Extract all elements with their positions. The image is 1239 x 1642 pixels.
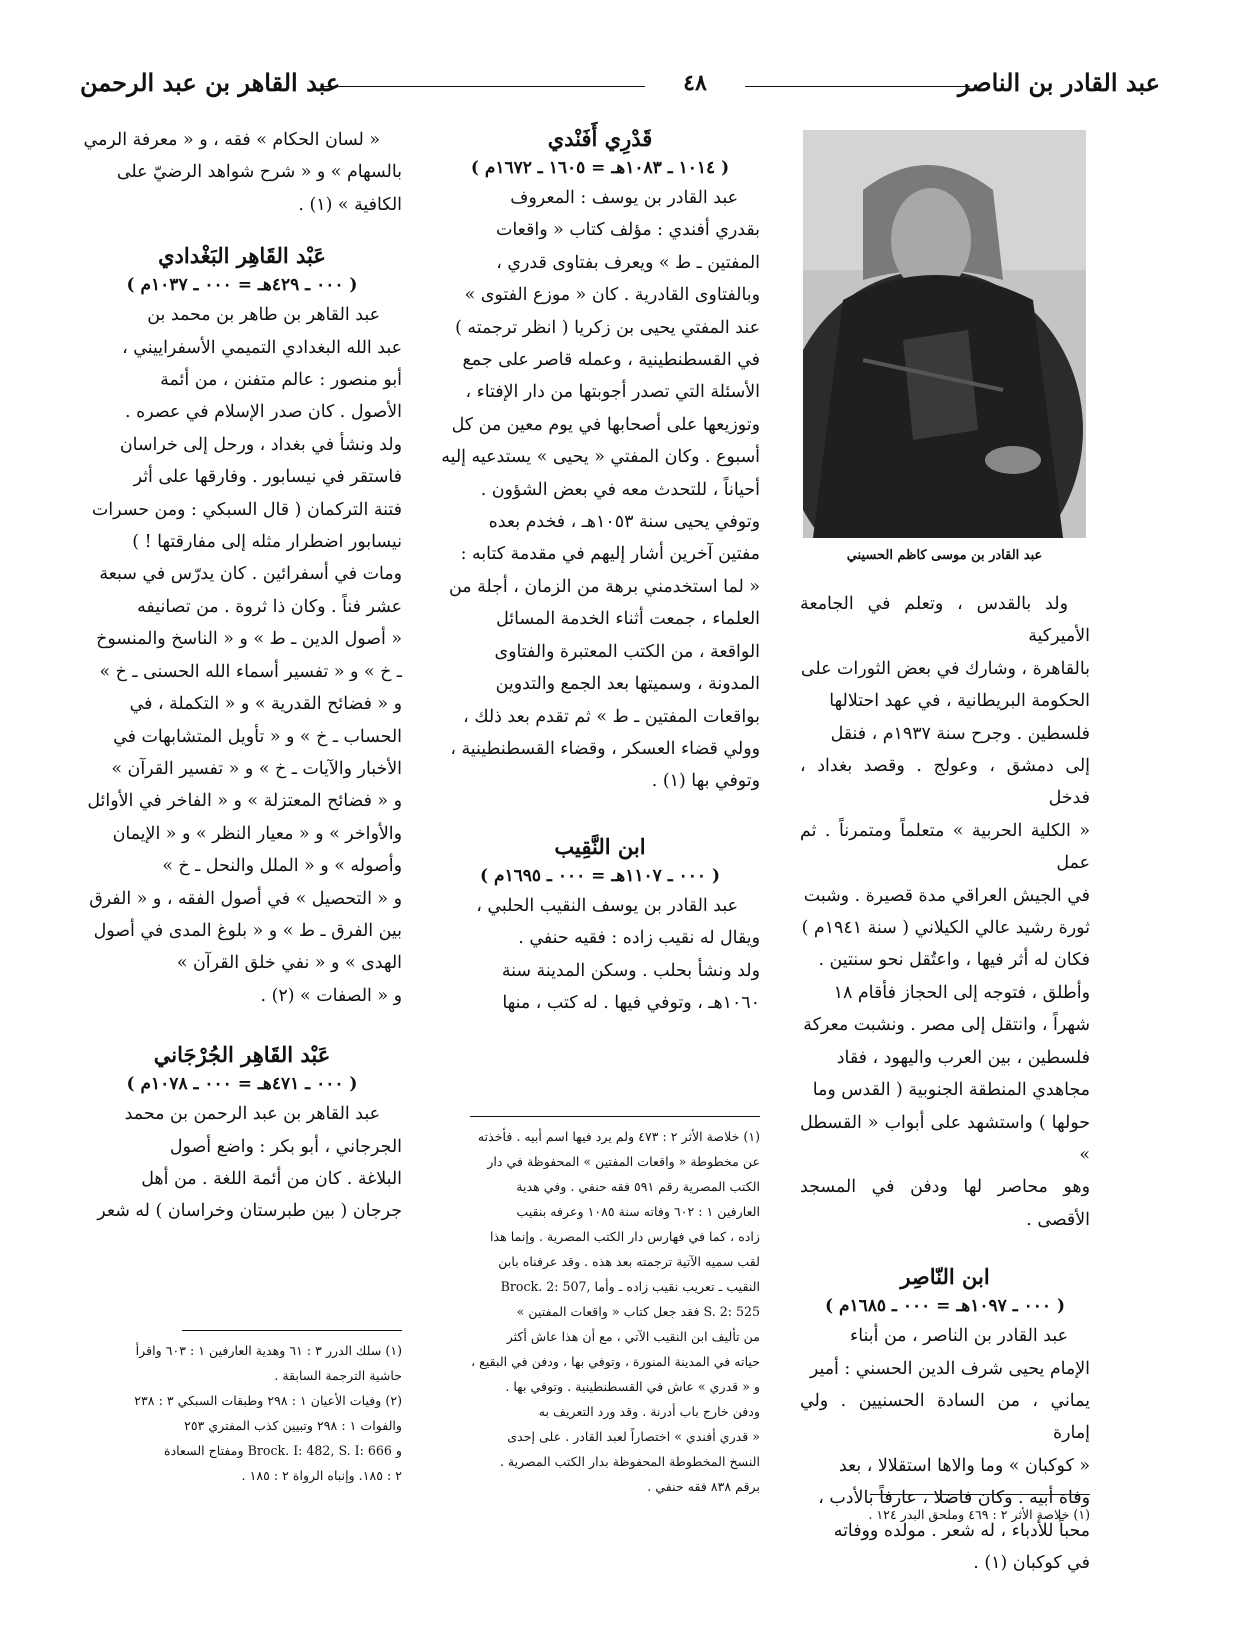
- text-line: وهو محاصر لها ودفن في المسجد الأقصى .: [800, 1177, 1090, 1230]
- entry-body-ibn-alnaqib: [440, 890, 760, 1020]
- text-line: (٢) وفيات الأعيان ١ : ٢٩٨ وطبقات السبكي ٣ : ٢٣٨: [134, 1393, 402, 1408]
- text-line: عبد القاهر بن طاهر بن محمد بن: [147, 305, 380, 326]
- middle-column: [440, 124, 760, 1019]
- text-line: الجرجاني ، أبو بكر : واضع أصول: [169, 1136, 402, 1157]
- footnote-rule-middle: [470, 1116, 760, 1117]
- text-line: زاده ، كما في فهارس دار الكتب المصرية . وإنما هذا: [490, 1229, 760, 1244]
- text-line: و Brock. I: 482, S. I: 666 ومفتاح السعادة: [163, 1443, 402, 1458]
- text-line: فلسطين ، بين العرب واليهود ، فقاد: [836, 1047, 1090, 1068]
- text-line: في الجيش العراقي مدة قصيرة . وشبت: [803, 885, 1090, 906]
- text-line: ولد ونشأ بحلب . وسكن المدينة سنة: [501, 960, 760, 981]
- text-line: الحساب ـ خ » و « تأويل المتشابهات في: [113, 726, 402, 747]
- text-line: « كوكبان » وما والاها استقلالا ، بعد: [838, 1455, 1090, 1476]
- text-line: « أصول الدين ـ ط » و « الناسخ والمنسوخ: [96, 629, 402, 650]
- continued-text: [82, 124, 402, 221]
- text-line: يماني ، من السادة الحسنيين . ولي إمارة: [800, 1390, 1090, 1444]
- text-line: ودفن خارج باب أدرنة . وقد ورد التعريف به: [538, 1404, 760, 1419]
- footnotes-left: [82, 1338, 402, 1488]
- text-line: (١) خلاصة الأثر ٢ : ٤٧٣ ولم يرد فيها اسم أبيه . فأخذته: [477, 1129, 760, 1144]
- text-line: إلى دمشق ، وعولج . وقصد بغداد ، فدخل: [800, 756, 1090, 809]
- text-line: في كوكبان (١) .: [973, 1552, 1090, 1573]
- entry-title-baghdadi: عَبْد القَاهِر البَغْدادي: [158, 243, 326, 269]
- text-line: الإمام يحيى شرف الدين الحسني : أمير: [809, 1358, 1090, 1379]
- text-line: من تأليف ابن النقيب الآتي ، مع أن هذا عاش أكثر: [506, 1329, 760, 1344]
- entry-dates-qadri-afandi: ( ١٠١٤ ـ ١٠٨٣هـ = ١٦٠٥ ـ ١٦٧٢م ): [470, 158, 730, 178]
- text-line: الأصول . كان صدر الإسلام في عصره .: [125, 402, 402, 423]
- text-line: « قدري أفندي » اختصاراً لعبد القادر . على إحدى: [507, 1429, 760, 1444]
- text-line: أحياناً ، للتحدث معه في بعض الشؤون .: [480, 479, 760, 500]
- text-line: بالسهام » و « شرح شواهد الرضيّ على: [116, 162, 402, 183]
- text-line: الكافية » (١) .: [298, 194, 402, 215]
- text-line: و « قدري » عاش في القسطنطينية . وتوفي بها .: [505, 1379, 760, 1394]
- footnotes-middle: [440, 1124, 760, 1499]
- portrait-image: [803, 130, 1086, 538]
- entry-title-ibn-alnasir: ابن النّاصِر: [900, 1264, 990, 1290]
- text-line: محباً للأدباء ، له شعر . مولده ووفاته: [833, 1520, 1090, 1541]
- text-line: والأواخر » و « معيار النظر » و « الإيمان: [112, 823, 402, 844]
- text-line: فلسطين . وجرح سنة ١٩٣٧م ، فنقل: [830, 723, 1090, 744]
- text-line: حاشية الترجمة السابقة .: [274, 1368, 402, 1383]
- text-line: ويقال له نقيب زاده : فقيه حنفي .: [518, 928, 760, 949]
- text-line: والفوات ١ : ٢٩٨ وتبيين كذب المفتري ٢٥٣: [184, 1418, 402, 1433]
- text-line: عند المفتي يحيى بن زكريا ( انظر ترجمته ): [455, 317, 760, 338]
- text-line: و « فضائح القدرية » و « التكملة ، في: [129, 694, 402, 715]
- text-line: فتنة التركمان ( قال السبكي : ومن حسرات: [91, 499, 402, 520]
- entry-body-ibn-alnasir: [800, 1320, 1090, 1579]
- left-column: [82, 124, 402, 1228]
- text-line: العلماء ، جمعت أثناء الخدمة المسائل: [496, 609, 760, 630]
- text-line: عن مخطوطة « واقعات المفتين » المحفوظة في دار: [487, 1154, 760, 1169]
- text-line: وبالفتاوى القادرية . كان « موزع الفتوى »: [464, 285, 760, 306]
- text-line: عبد القادر بن يوسف : المعروف: [510, 188, 738, 208]
- entry-dates-baghdadi: ( ٠٠٠ ـ ٤٢٩هـ = ٠٠٠ ـ ١٠٣٧م ): [126, 275, 358, 296]
- text-line: بقدري أفندي : مؤلف كتاب « واقعات: [496, 220, 760, 241]
- text-line: الواقعة ، من الكتب المعتبرة والفتاوى: [494, 641, 760, 662]
- page-number: ٤٨: [645, 70, 745, 96]
- text-line: و « الصفات » (٢) .: [260, 985, 402, 1006]
- footnote-rule-right: [870, 1494, 1090, 1495]
- text-line: عبد القاهر بن عبد الرحمن بن محمد: [124, 1104, 380, 1125]
- text-line: البلاغة . كان من أئمة اللغة . من أهل: [141, 1168, 402, 1189]
- text-line: جرجان ( بين طبرستان وخراسان ) له شعر: [97, 1201, 402, 1222]
- text-line: ٢ : ١٨٥. وإنباه الرواة ٢ : ١٨٥ .: [241, 1468, 402, 1483]
- text-line: النقيب ـ تعريب نقيب زاده ـ وأما ,Brock. 2: 507: [500, 1279, 760, 1294]
- text-line: ولد بالقدس ، وتعلم في الجامعة الأميركية: [800, 594, 1090, 647]
- entry-dates-jurjani: ( ٠٠٠ ـ ٤٧١هـ = ٠٠٠ ـ ١٠٧٨م ): [126, 1074, 358, 1095]
- text-line: مجاهدي المنطقة الجنوبية ( القدس وما: [812, 1080, 1090, 1101]
- text-line: (١) سلك الدرر ٣ : ٦١ وهدية العارفين ١ : ٦٠٣ واقرأ: [135, 1343, 402, 1358]
- text-line: فاستقر في نيسابور . وفارقها على أثر: [133, 467, 402, 488]
- text-line: وأطلق ، فتوجه إلى الحجاز فأقام ١٨: [833, 982, 1090, 1003]
- text-line: لقب سميه الآتية ترجمته بعد هذه . وقد عرفناه بابن: [498, 1254, 760, 1269]
- text-line: ومات في أسفرائين . كان يدرّس في سبعة: [99, 564, 402, 585]
- photo-caption: عبد القادر بن موسى كاظم الحسيني: [846, 548, 1043, 563]
- text-line: « لما استخدمني برهة من الزمان ، أجلة من: [448, 576, 760, 597]
- entry-title-qadri-afandi: قَدْرِي أَفَنْدي: [547, 126, 653, 151]
- text-line: بين الفرق ـ ط » و « بلوغ المدى في أصول: [93, 920, 402, 941]
- entry-title-ibn-alnaqib: ابن النَّقِيب: [554, 833, 646, 859]
- portrait-photo: [803, 130, 1086, 538]
- text-line: أسبوع . وكان المفتي « يحيى » يستدعيه إليه: [441, 447, 760, 468]
- text-line: الهدى » و « نفي خلق القرآن »: [176, 953, 402, 974]
- text-line: نيسابور اضطرار مثله إلى مفارقتها ! ): [132, 532, 402, 553]
- entry-body-qadri-afandi: [440, 182, 760, 798]
- text-line: النسخ المخطوطة المحفوظة بدار الكتب المصرية .: [499, 1454, 760, 1469]
- running-header: [80, 66, 1160, 106]
- text-line: ثورة رشيد عالي الكيلاني ( سنة ١٩٤١م ): [801, 918, 1090, 939]
- text-line: عبد الله البغدادي التميمي الأسفراييني ،: [122, 337, 402, 358]
- text-line: ولد ونشأ في بغداد ، ورحل إلى خراسان: [119, 434, 402, 455]
- bio-text: [800, 588, 1090, 1236]
- text-line: وتوفي بها (١) .: [651, 771, 760, 792]
- text-line: ـ خ » و « تفسير أسماء الله الحسنى ـ خ »: [99, 661, 402, 682]
- entry-body-jurjani: [82, 1098, 402, 1228]
- text-line: العارفين ١ : ٦٠٢ وفاته سنة ١٠٨٥ وعرفه بنقيب: [516, 1204, 760, 1219]
- text-line: « لسان الحكام » فقه ، و « معرفة الرمي: [83, 130, 380, 150]
- text-line: حياته في المدينة المنورة ، وتوفي بها ، ودفن في البقيع ،: [471, 1354, 760, 1369]
- text-line: عبد القادر بن يوسف النقيب الحلبي ،: [476, 895, 738, 916]
- text-line: ١٠٦٠هـ ، وتوفي فيها . له كتب ، منها: [502, 992, 760, 1013]
- entry-dates-ibn-alnasir: ( ٠٠٠ ـ ١٠٩٧هـ = ٠٠٠ ـ ١٦٨٥م ): [824, 1296, 1066, 1317]
- text-line: فكان له أثر فيها ، واعتُقل نحو سنتين .: [818, 950, 1090, 971]
- text-line: وولي قضاء العسكر ، وقضاء القسطنطينية ،: [450, 738, 760, 759]
- entry-title-jurjani: عَبْد القَاهِر الجُرْجَاني: [153, 1042, 331, 1068]
- text-line: مفتين آخرين أشار إليهم في مقدمة كتابه :: [460, 544, 760, 565]
- entry-dates-ibn-alnaqib: ( ٠٠٠ ـ ١١٠٧هـ = ٠٠٠ ـ ١٦٩٥م ): [479, 865, 721, 886]
- text-line: في القسطنطينية ، وعمله قاصر على جمع: [462, 350, 760, 371]
- text-line: و « فضائح المعتزلة » و « الفاخر في الأوائل: [87, 791, 402, 812]
- text-line: الكتب المصرية رقم ٥٩١ فقه حنفي . وفي هدية: [516, 1179, 760, 1194]
- text-line: بالقاهرة ، وشارك في بعض الثورات على: [800, 658, 1090, 679]
- footnote-rule-left: [182, 1330, 402, 1331]
- text-line: وتوزيعها على أصحابها في يوم معين من كل: [451, 414, 760, 435]
- text-line: عشر فناً . وكان ذا ثروة . من تصانيفه: [137, 596, 402, 617]
- text-line: حولها ) واستشهد على أبواب « القسطل »: [800, 1112, 1090, 1165]
- text-line: شهراً ، وانتقل إلى مصر . ونشبت معركة: [803, 1015, 1090, 1036]
- text-line: « الكلية الحربية » متعلماً ومتمرناً . ثم عمل: [800, 820, 1090, 874]
- footnote-right: [800, 1502, 1090, 1527]
- header-left-title: عبد القاهر بن عبد الرحمن: [80, 68, 341, 97]
- footnote-line: (١) خلاصة الأثر ٢ : ٤٦٩ وملحق البدر ١٢٤ .: [868, 1507, 1090, 1522]
- text-line: وتوفي يحيى سنة ١٠٥٣هـ ، فخدم بعده: [488, 512, 760, 533]
- text-line: وأصوله » و « الملل والنحل ـ خ »: [162, 856, 402, 877]
- text-line: المدونة ، وسميتها بعد الجمع والتدوين: [495, 674, 760, 695]
- right-column: [800, 588, 1090, 1579]
- text-line: و « التحصيل » في أصول الفقه ، و « الفرق: [89, 888, 402, 909]
- text-line: المفتين ـ ط » ويعرف بفتاوى قدري ،: [496, 252, 760, 273]
- header-right-title: عبد القادر بن الناصر: [957, 68, 1160, 97]
- text-line: S. 2: 525 فقد جعل كتاب « واقعات المفتين »: [516, 1304, 760, 1319]
- entry-body-baghdadi: [82, 299, 402, 1012]
- text-line: برقم ٨٣٨ فقه حنفي .: [647, 1479, 760, 1494]
- text-line: وفاة أبيه . وكان فاضلا ، عارفاً بالأدب ،: [818, 1488, 1090, 1509]
- text-line: عبد القادر بن الناصر ، من أبناء: [850, 1326, 1068, 1347]
- text-line: أبو منصور : عالم متفنن ، من أئمة: [160, 370, 402, 391]
- text-line: الأسئلة التي تصدر أجوبتها من دار الإفتاء ،: [465, 382, 760, 403]
- text-line: الأخبار والآيات ـ خ » و « تفسير القرآن »: [111, 758, 402, 779]
- text-line: بواقعات المفتين ـ ط » ثم تقدم بعد ذلك ،: [463, 706, 760, 727]
- text-line: الحكومة البريطانية ، في عهد احتلالها: [829, 691, 1090, 712]
